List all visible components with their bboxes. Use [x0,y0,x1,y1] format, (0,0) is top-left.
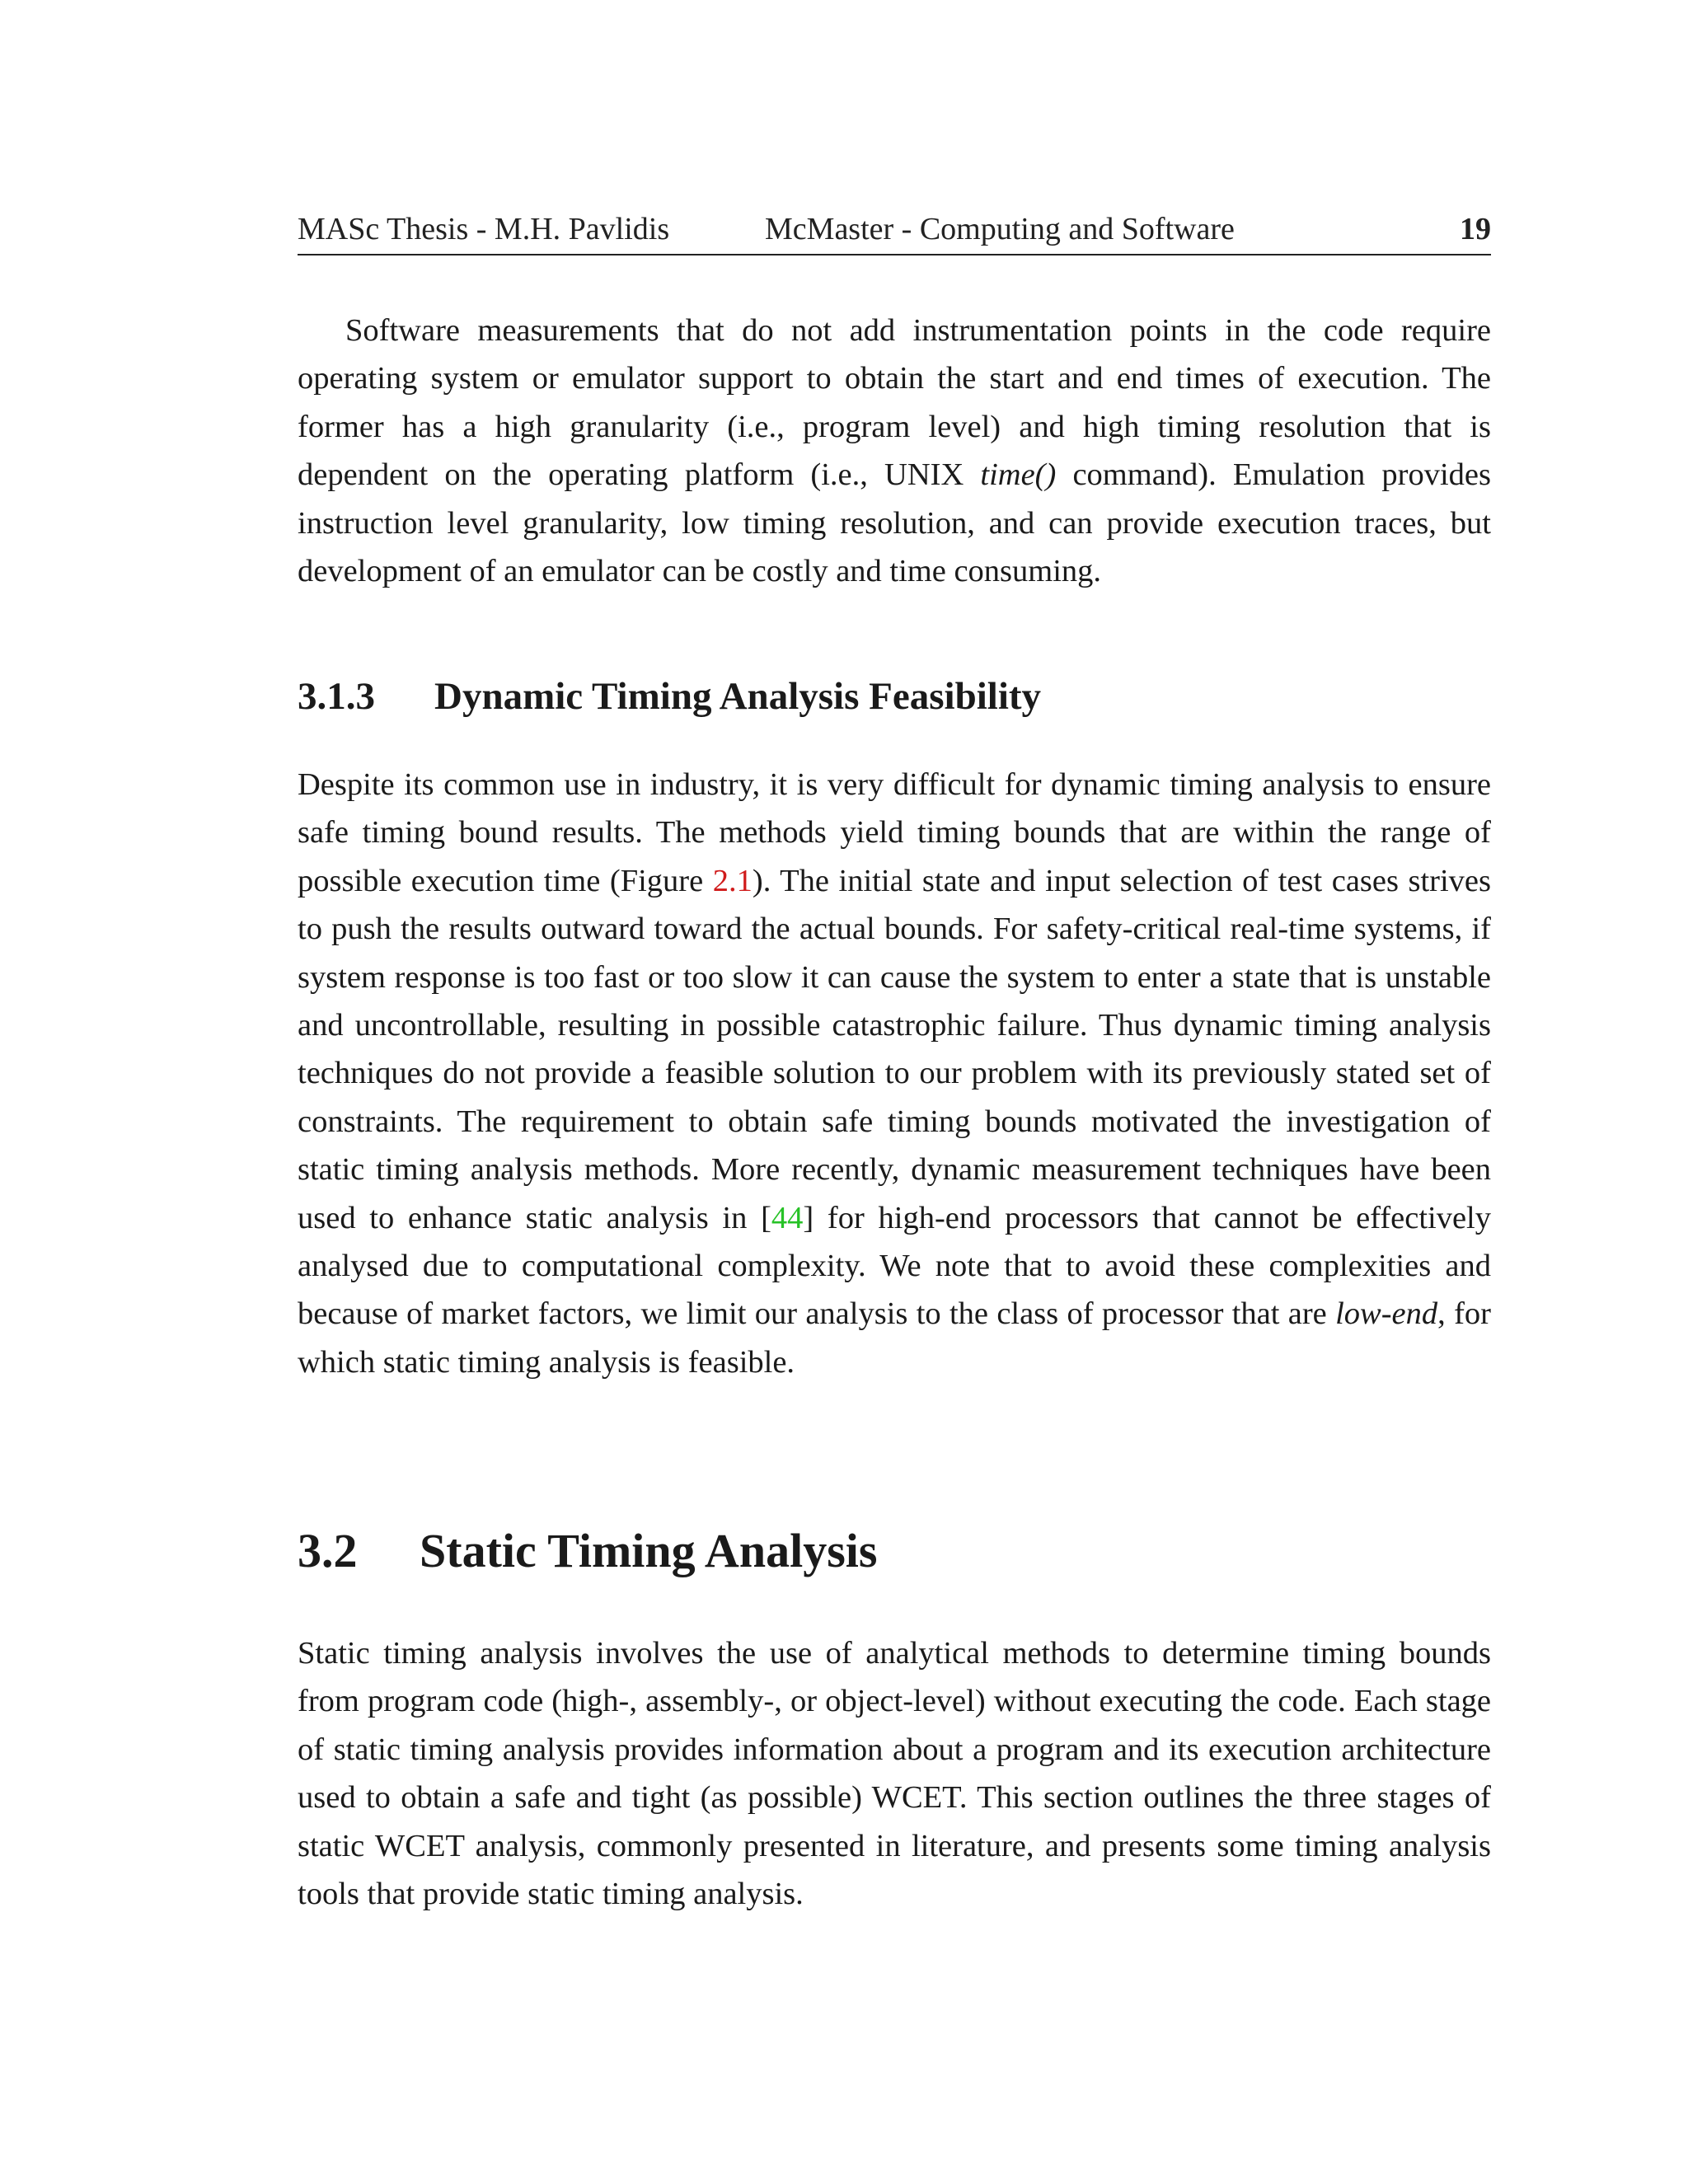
section-heading [298,1523,877,1578]
para1-italic-time: time() [980,457,1057,493]
figure-reference-link[interactable]: 2.1 [712,863,753,898]
running-header [298,208,1491,255]
para1-text-2: command). Emulation provides instruction level granularity, low timing resolution, and can provide execution traces, but development of an emulator can be costly and time consuming. [298,457,1491,589]
section-title: Static Timing Analysis [420,1524,878,1577]
header-department: McMaster - Computing and Software [765,212,1235,246]
paragraph-static-timing: Static timing analysis involves the use of analytical methods to determine timing bounds from program code (high-, assembly-, or object-level) without executing the code. Each stage of static timing analysis provides information about a program and its execution architecture used to obtain a safe and tight (as possible) WCET. This section outlines the three stages of static WCET analysis, commonly presented in literature, and presents some timing analysis tools that provide static timing analysis. [298,1636,1491,1912]
paragraph-feasibility [298,761,1491,1386]
section-number: 3.2 [298,1524,358,1577]
subsection-title: Dynamic Timing Analysis Feasibility [434,675,1042,718]
para2-text-3: ] for high-end processors that cannot be effectively analysed due to computational complexity. We note that to avoid these complexities and because of market factors, we limit our analysis to the class of processor that are [298,1200,1492,1332]
page-number: 19 [1460,212,1491,246]
para2-text-4: , for which static timing analysis is feasible. [298,1296,1491,1380]
citation-reference-link[interactable]: 44 [771,1200,804,1235]
para2-italic-low-end: low-end [1335,1296,1438,1332]
para2-text-2: ). The initial state and input selection of test cases strives to push the results outward toward the actual bounds. For safety-critical real-time systems, if system response is too fast or too slow it can cause the system to enter a state that is unstable and uncontrollable, resulting in possible catastrophic failure. Thus dynamic timing analysis techniques do not provide a feasible solution to our problem with its previously stated set of constraints. The requirement to obtain safe timing bounds motivated the investigation of static timing analysis methods. More recently, dynamic measurement techniques have been used to enhance static analysis in [ [298,863,1492,1235]
para1-text-1: Software measurements that do not add instrumentation points in the code require operating system or emulator support to obtain the start and end times of execution. The former has a high granularity (i.e., program level) and high timing resolution that is dependent on the operating platform (i.e., UNIX [298,313,1491,493]
subsection-number: 3.1.3 [298,675,375,718]
para2-text-1: Despite its common use in industry, it is very difficult for dynamic timing analysis to ensure safe timing bound results. The methods yield timing bounds that are within the range of possible execution time (Figure [298,767,1491,898]
subsection-heading [298,674,1041,719]
paragraph-software-measurements [298,307,1491,595]
header-author: MASc Thesis - M.H. Pavlidis [298,212,670,246]
